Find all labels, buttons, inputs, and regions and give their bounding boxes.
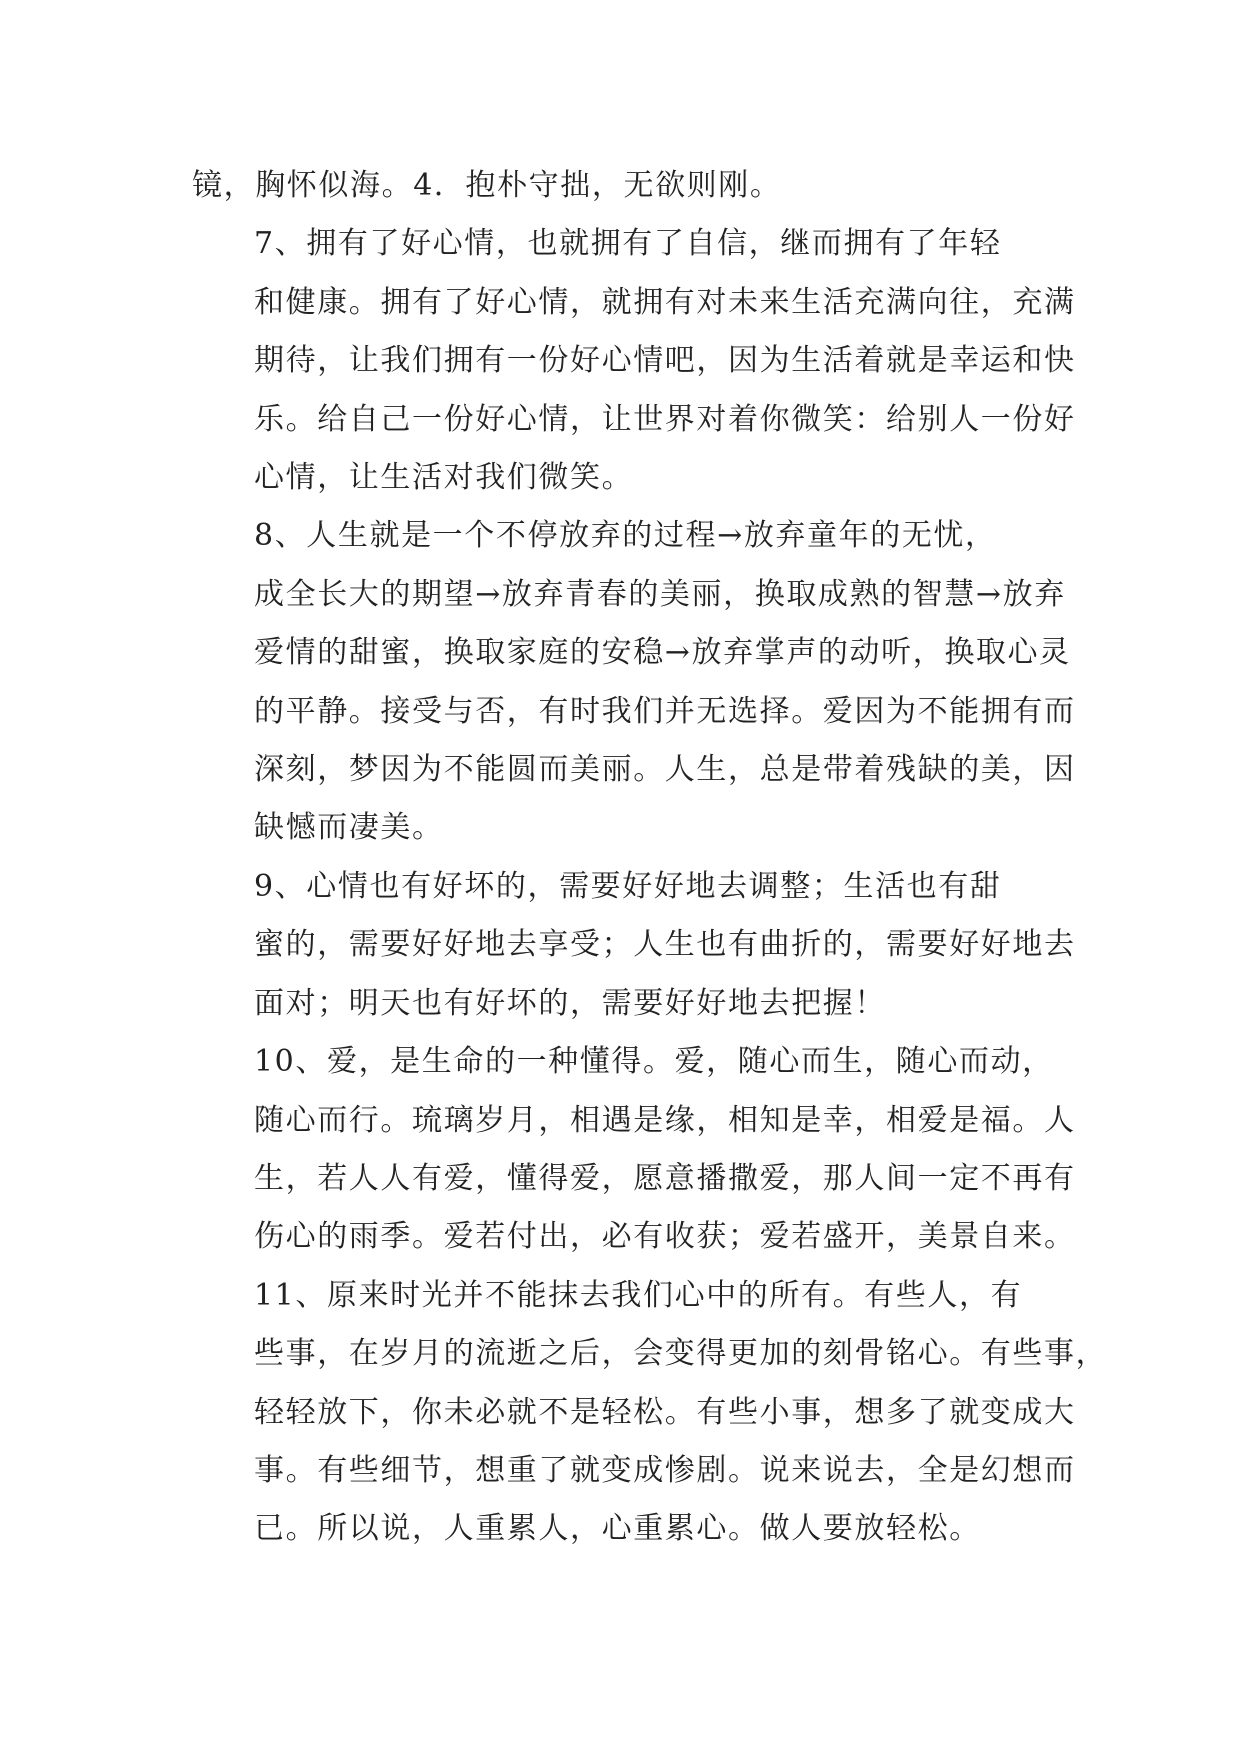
text-line: 生，若人人有爱，懂得爱，愿意播撒爱，那人间一定不再有 <box>254 1160 1076 1196</box>
document-body <box>192 157 1108 1559</box>
text-line: 缺憾而凄美。 <box>254 810 444 846</box>
text-line: 深刻，梦因为不能圆而美丽。人生，总是带着残缺的美，因 <box>254 752 1076 788</box>
text-line: 11、原来时光并不能抹去我们心中的所有。有些人，有 <box>254 1277 1023 1313</box>
text-line: 期待，让我们拥有一份好心情吧，因为生活着就是幸运和快 <box>254 343 1076 379</box>
text-line: 和健康。拥有了好心情，就拥有对未来生活充满向往，充满 <box>254 284 1076 320</box>
text-line: 7、拥有了好心情，也就拥有了自信，继而拥有了年轻 <box>254 226 1002 262</box>
text-line: 心情，让生活对我们微笑。 <box>254 460 634 496</box>
text-line: 8、人生就是一个不停放弃的过程→放弃童年的无忧， <box>254 518 997 554</box>
text-line: 轻轻放下，你未必就不是轻松。有些小事，想多了就变成大 <box>254 1394 1076 1430</box>
paragraph-fragment <box>192 157 1052 215</box>
text-line: 成全长大的期望→放弃青春的美丽，换取成熟的智慧→放弃 <box>254 576 1066 612</box>
text-line: 蜜的，需要好好地去享受；人生也有曲折的，需要好好地去 <box>254 927 1076 963</box>
text-line: 爱情的甜蜜，换取家庭的安稳→放弃掌声的动听，换取心灵 <box>254 635 1071 671</box>
paragraph-8 <box>192 507 1076 857</box>
text-line: 10、爱，是生命的一种懂得。爱，随心而生，随心而动， <box>254 1044 1054 1080</box>
text-line: 的平静。接受与否，有时我们并无选择。爱因为不能拥有而 <box>254 693 1076 729</box>
text-line: 乐。给自己一份好心情，让世界对着你微笑：给别人一份好 <box>254 401 1076 437</box>
text-line: 随心而行。琉璃岁月，相遇是缘，相知是幸，相爱是福。人 <box>254 1102 1076 1138</box>
paragraph-9 <box>192 858 1076 1033</box>
paragraph-7 <box>192 215 1076 507</box>
text-line: 伤心的雨季。爱若付出，必有收获；爱若盛开，美景自来。 <box>254 1219 1076 1255</box>
text-line: 9、心情也有好坏的，需要好好地去调整；生活也有甜 <box>254 868 1002 904</box>
text-line: 镜，胸怀似海。4．抱朴守拙，无欲则刚。 <box>192 168 782 203</box>
text-line: 事。有些细节，想重了就变成惨剧。说来说去，全是幻想而 <box>254 1452 1076 1488</box>
text-line: 些事，在岁月的流逝之后，会变得更加的刻骨铭心。有些事， <box>254 1336 1108 1372</box>
text-line: 面对；明天也有好坏的，需要好好地去把握！ <box>254 985 886 1021</box>
text-line: 已。所以说，人重累人，心重累心。做人要放轻松。 <box>254 1511 981 1547</box>
paragraph-11 <box>192 1267 1108 1559</box>
paragraph-10 <box>192 1033 1076 1267</box>
